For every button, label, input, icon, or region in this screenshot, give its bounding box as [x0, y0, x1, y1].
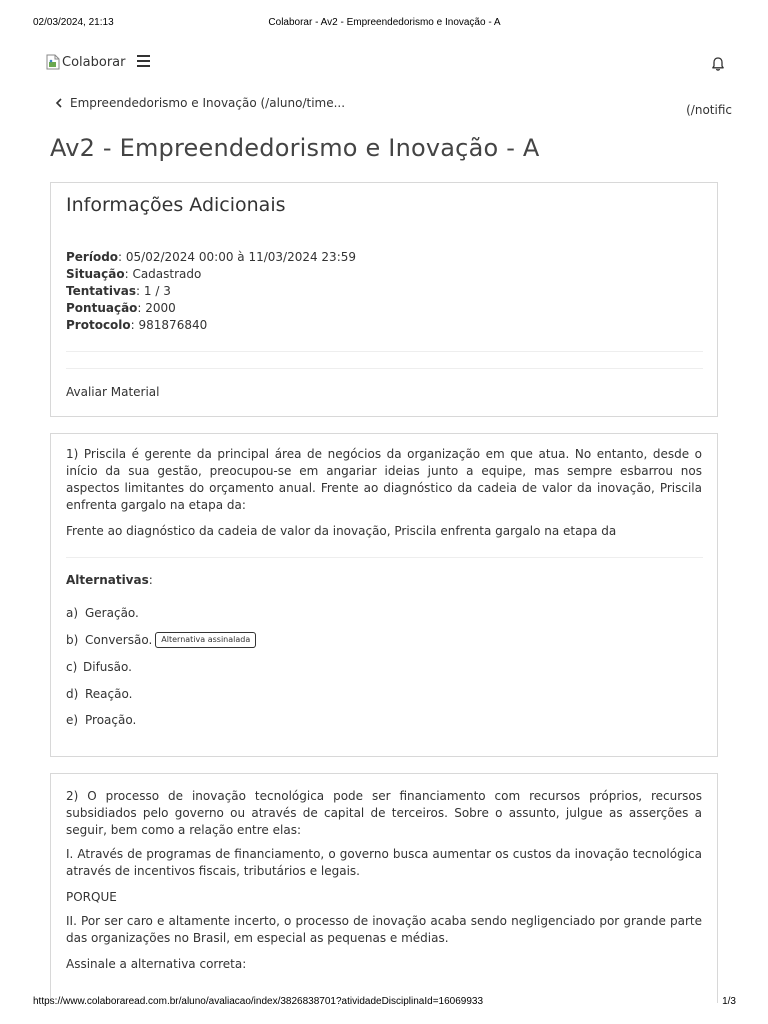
question-prompt: Frente ao diagnóstico da cadeia de valor da inovação, Priscila enfrenta gargalo na etapa da [66, 524, 617, 538]
alternative-text: Proação. [85, 713, 137, 727]
divider [66, 351, 703, 352]
info-item-situacao: Situação: Cadastrado [66, 267, 202, 281]
chevron-left-icon [54, 97, 64, 109]
broken-image-icon [46, 54, 60, 70]
breadcrumb-label: Empreendedorismo e Inovação (/aluno/time... [70, 96, 346, 110]
alternative-text: Difusão. [83, 660, 132, 674]
print-url: https://www.colaboraread.com.br/aluno/avaliacao/index/3826838701?atividadeDisciplinaId=16069933 [33, 996, 484, 1007]
hamburger-menu-icon[interactable] [137, 55, 151, 69]
alternative-text: Reação. [85, 687, 133, 701]
alternative-letter: c) [66, 660, 78, 674]
notifications-link[interactable]: (/notific [686, 103, 732, 117]
question-statement: 1) Priscila é gerente da principal área de negócios da organização em que atua. No entanto, desde o início da sua gestão, preocupou-se em angariar ideias junto a equipe, mas sempre esbarrou nos aspectos limitantes do orçamento anual. Frente ao diagnóstico da cadeia de valor da inovação, Priscila enfrenta gargalo na etapa da: [66, 447, 702, 512]
alternative-text: Conversão. [85, 633, 153, 647]
topbar [46, 52, 732, 76]
alternatives-heading: Alternativas: [66, 573, 153, 587]
info-item-pontuacao: Pontuação: 2000 [66, 301, 176, 315]
divider [66, 557, 703, 558]
alternative-a[interactable] [66, 606, 139, 620]
print-page-number: 1/3 [722, 996, 736, 1007]
alternative-letter: b) [66, 633, 79, 647]
logo[interactable] [46, 54, 125, 70]
info-item-periodo: Período: 05/02/2024 00:00 à 11/03/2024 23:59 [66, 250, 357, 264]
assertion-2: II. Por ser caro e altamente incerto, o processo de inovação acaba sendo negligenciado por grande parte das organizações no Brasil, em especial as pequenas e médias. [66, 914, 702, 945]
info-list [66, 249, 356, 334]
print-footer [33, 996, 736, 1010]
alternative-letter: e) [66, 713, 79, 727]
info-item-tentativas: Tentativas: 1 / 3 [66, 284, 171, 298]
question-statement: 2) O processo de inovação tecnológica pode ser financiamento com recursos próprios, recursos subsidiados pelo governo ou através de capital de terceiros. Sobre o assunto, julgue as asserções a seguir, bem como a relação entre elas: [66, 789, 702, 837]
alternative-e[interactable] [66, 713, 136, 727]
alternative-b[interactable] [66, 632, 256, 648]
alternative-letter: d) [66, 687, 79, 701]
print-datetime: 02/03/2024, 21:13 [33, 17, 114, 28]
page-title: Av2 - Empreendedorismo e Inovação - A [50, 134, 540, 162]
assertion-1: I. Através de programas de financiamento, o governo busca aumentar os custos da inovação tecnológica através de incentivos fiscais, tributários e legais. [66, 847, 702, 878]
selected-answer-badge: Alternativa assinalada [155, 632, 256, 648]
logo-alt-text: Colaborar [62, 54, 126, 70]
question-instruction: Assinale a alternativa correta: [66, 957, 247, 971]
question-card-2 [50, 773, 718, 1003]
assertion-connector: PORQUE [66, 890, 117, 904]
alternative-d[interactable] [66, 687, 132, 701]
alternative-letter: a) [66, 606, 79, 620]
alternative-text: Geração. [85, 606, 139, 620]
info-card-title: Informações Adicionais [66, 194, 286, 216]
info-card [50, 182, 718, 417]
question-card-1 [50, 433, 718, 757]
divider [66, 368, 703, 369]
breadcrumb[interactable] [54, 96, 345, 110]
rate-material-link[interactable]: Avaliar Material [66, 385, 160, 399]
alternative-c[interactable] [66, 660, 132, 674]
print-page-title: Colaborar - Av2 - Empreendedorismo e Inovação - A [268, 17, 501, 28]
bell-icon[interactable] [710, 56, 726, 72]
print-header [33, 17, 736, 31]
info-item-protocolo: Protocolo: 981876840 [66, 318, 208, 332]
